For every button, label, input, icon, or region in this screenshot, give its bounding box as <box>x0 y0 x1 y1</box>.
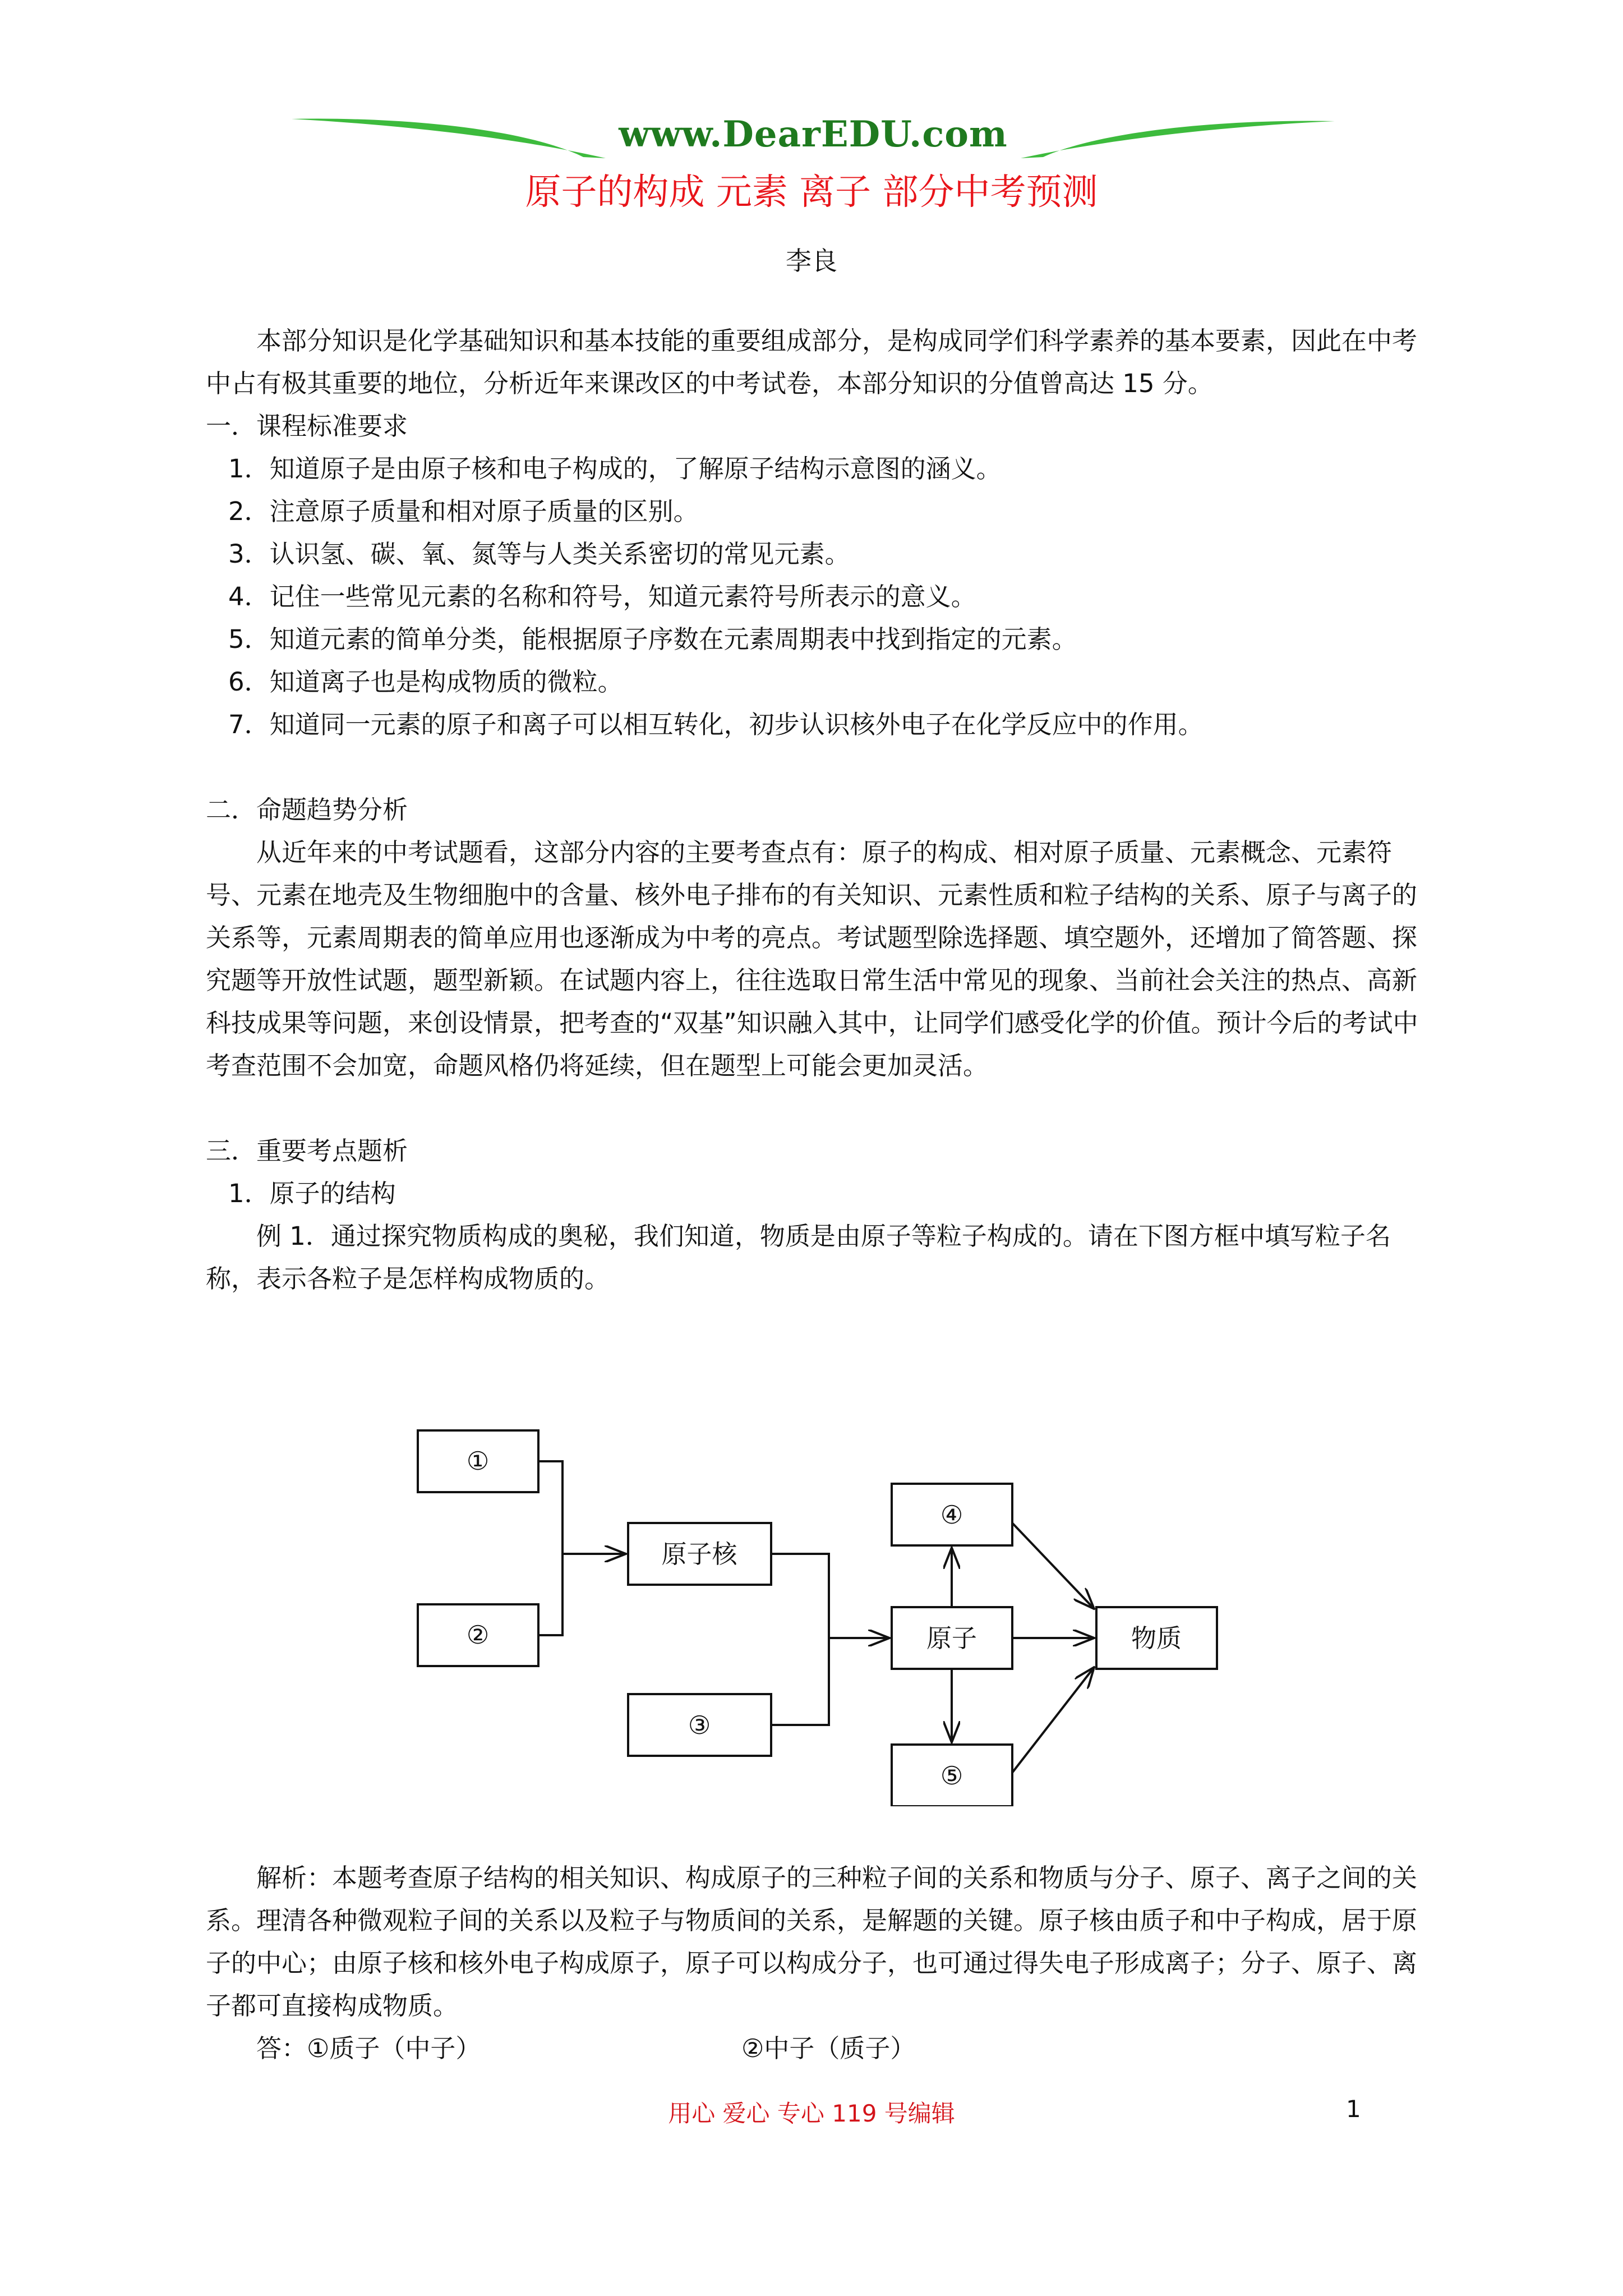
example-paragraph: 例 1．通过探究物质构成的奥秘，我们知道，物质是由原子等粒子构成的。请在下图方框中填写粒子名称，表示各粒子是怎样构成物质的。 <box>206 1221 1391 1294</box>
label-1: ① <box>466 1446 490 1476</box>
subsection-heading: 1．原子的结构 <box>228 1179 396 1208</box>
author: 李良 <box>786 246 837 276</box>
document-body <box>206 320 1423 1300</box>
page-title: 原子的构成 元素 离子 部分中考预测 <box>525 172 1098 213</box>
list-item: 7．知道同一元素的原子和离子可以相互转化，初步认识核外电子在化学反应中的作用。 <box>228 710 1204 739</box>
list-item: 4．记住一些常见元素的名称和符号，知道元素符号所表示的意义。 <box>228 582 976 611</box>
answer-2: ②中子（质子） <box>741 2033 916 2063</box>
trend-paragraph: 从近年来的中考试题看，这部分内容的主要考查点有：原子的构成、相对原子质量、元素概念、元素符号、元素在地壳及生物细胞中的含量、核外电子排布的有关知识、元素性质和粒子结构的关系、原子与离子的关系等，元素周期表的简单应用也逐渐成为中考的亮点。考试题型除选择题、填空题外，还增加了简答题、探究题等开放性试题，题型新颖。在试题内容上，往往选取日常生活中常见的现象、当前社会关注的热点、高新科技成果等问题，来创设情景，把考查的“双基”知识融入其中，让同学们感受化学的价值。预计今后的考试中考查范围不会加宽，命题风格仍将延续，但在题型上可能会更加灵活。 <box>206 838 1418 1080</box>
label-4: ④ <box>940 1500 963 1530</box>
site-header <box>292 107 1335 168</box>
label-5: ⑤ <box>940 1761 963 1791</box>
list-item: 3．认识氢、碳、氧、氮等与人类关系密切的常见元素。 <box>228 539 850 569</box>
analysis-paragraph: 解析：本题考查原子结构的相关知识、构成原子的三种粒子间的关系和物质与分子、原子、离子之间的关系。理清各种微观粒子间的关系以及粒子与物质间的关系，是解题的关键。原子核由质子和中子构成，居于原子的中心；由原子核和核外电子构成原子，原子可以构成分子，也可通过得失电子形成离子；分子、原子、离子都可直接构成物质。 <box>206 1863 1418 2021</box>
section-heading-2: 二．命题趋势分析 <box>206 795 408 825</box>
page-number: 1 <box>1346 2095 1361 2123</box>
footer-text: 用心 爱心 专心 119 号编辑 <box>668 2100 955 2127</box>
intro-paragraph: 本部分知识是化学基础知识和基本技能的重要组成部分，是构成同学们科学素养的基本要素，因此在中考中占有极其重要的地位，分析近年来课改区的中考试卷，本部分知识的分值曾高达 15 分。 <box>206 326 1418 398</box>
list-item: 5．知道元素的简单分类，能根据原子序数在元素周期表中找到指定的元素。 <box>228 624 1077 654</box>
section-heading-1: 一．课程标准要求 <box>206 411 408 441</box>
page-footer <box>0 2095 1623 2140</box>
answer-line <box>206 2027 1423 2070</box>
particle-structure-diagram <box>0 1414 1623 1806</box>
list-item: 1．知道原子是由原子核和电子构成的，了解原子结构示意图的涵义。 <box>228 454 1002 484</box>
label-atom: 原子 <box>926 1623 978 1653</box>
section-heading-3: 三．重要考点题析 <box>206 1136 408 1166</box>
site-logo-text: www.DearEDU.com <box>619 113 1008 155</box>
label-nucleus: 原子核 <box>661 1539 737 1569</box>
answer-1: 答：①质子（中子） <box>256 2033 481 2063</box>
list-item: 2．注意原子质量和相对原子质量的区别。 <box>228 496 699 526</box>
list-item: 6．知道离子也是构成物质的微粒。 <box>228 667 623 697</box>
label-3: ③ <box>688 1710 711 1740</box>
label-matter: 物质 <box>1131 1623 1182 1653</box>
analysis-section <box>206 1857 1423 2070</box>
label-2: ② <box>466 1620 490 1650</box>
